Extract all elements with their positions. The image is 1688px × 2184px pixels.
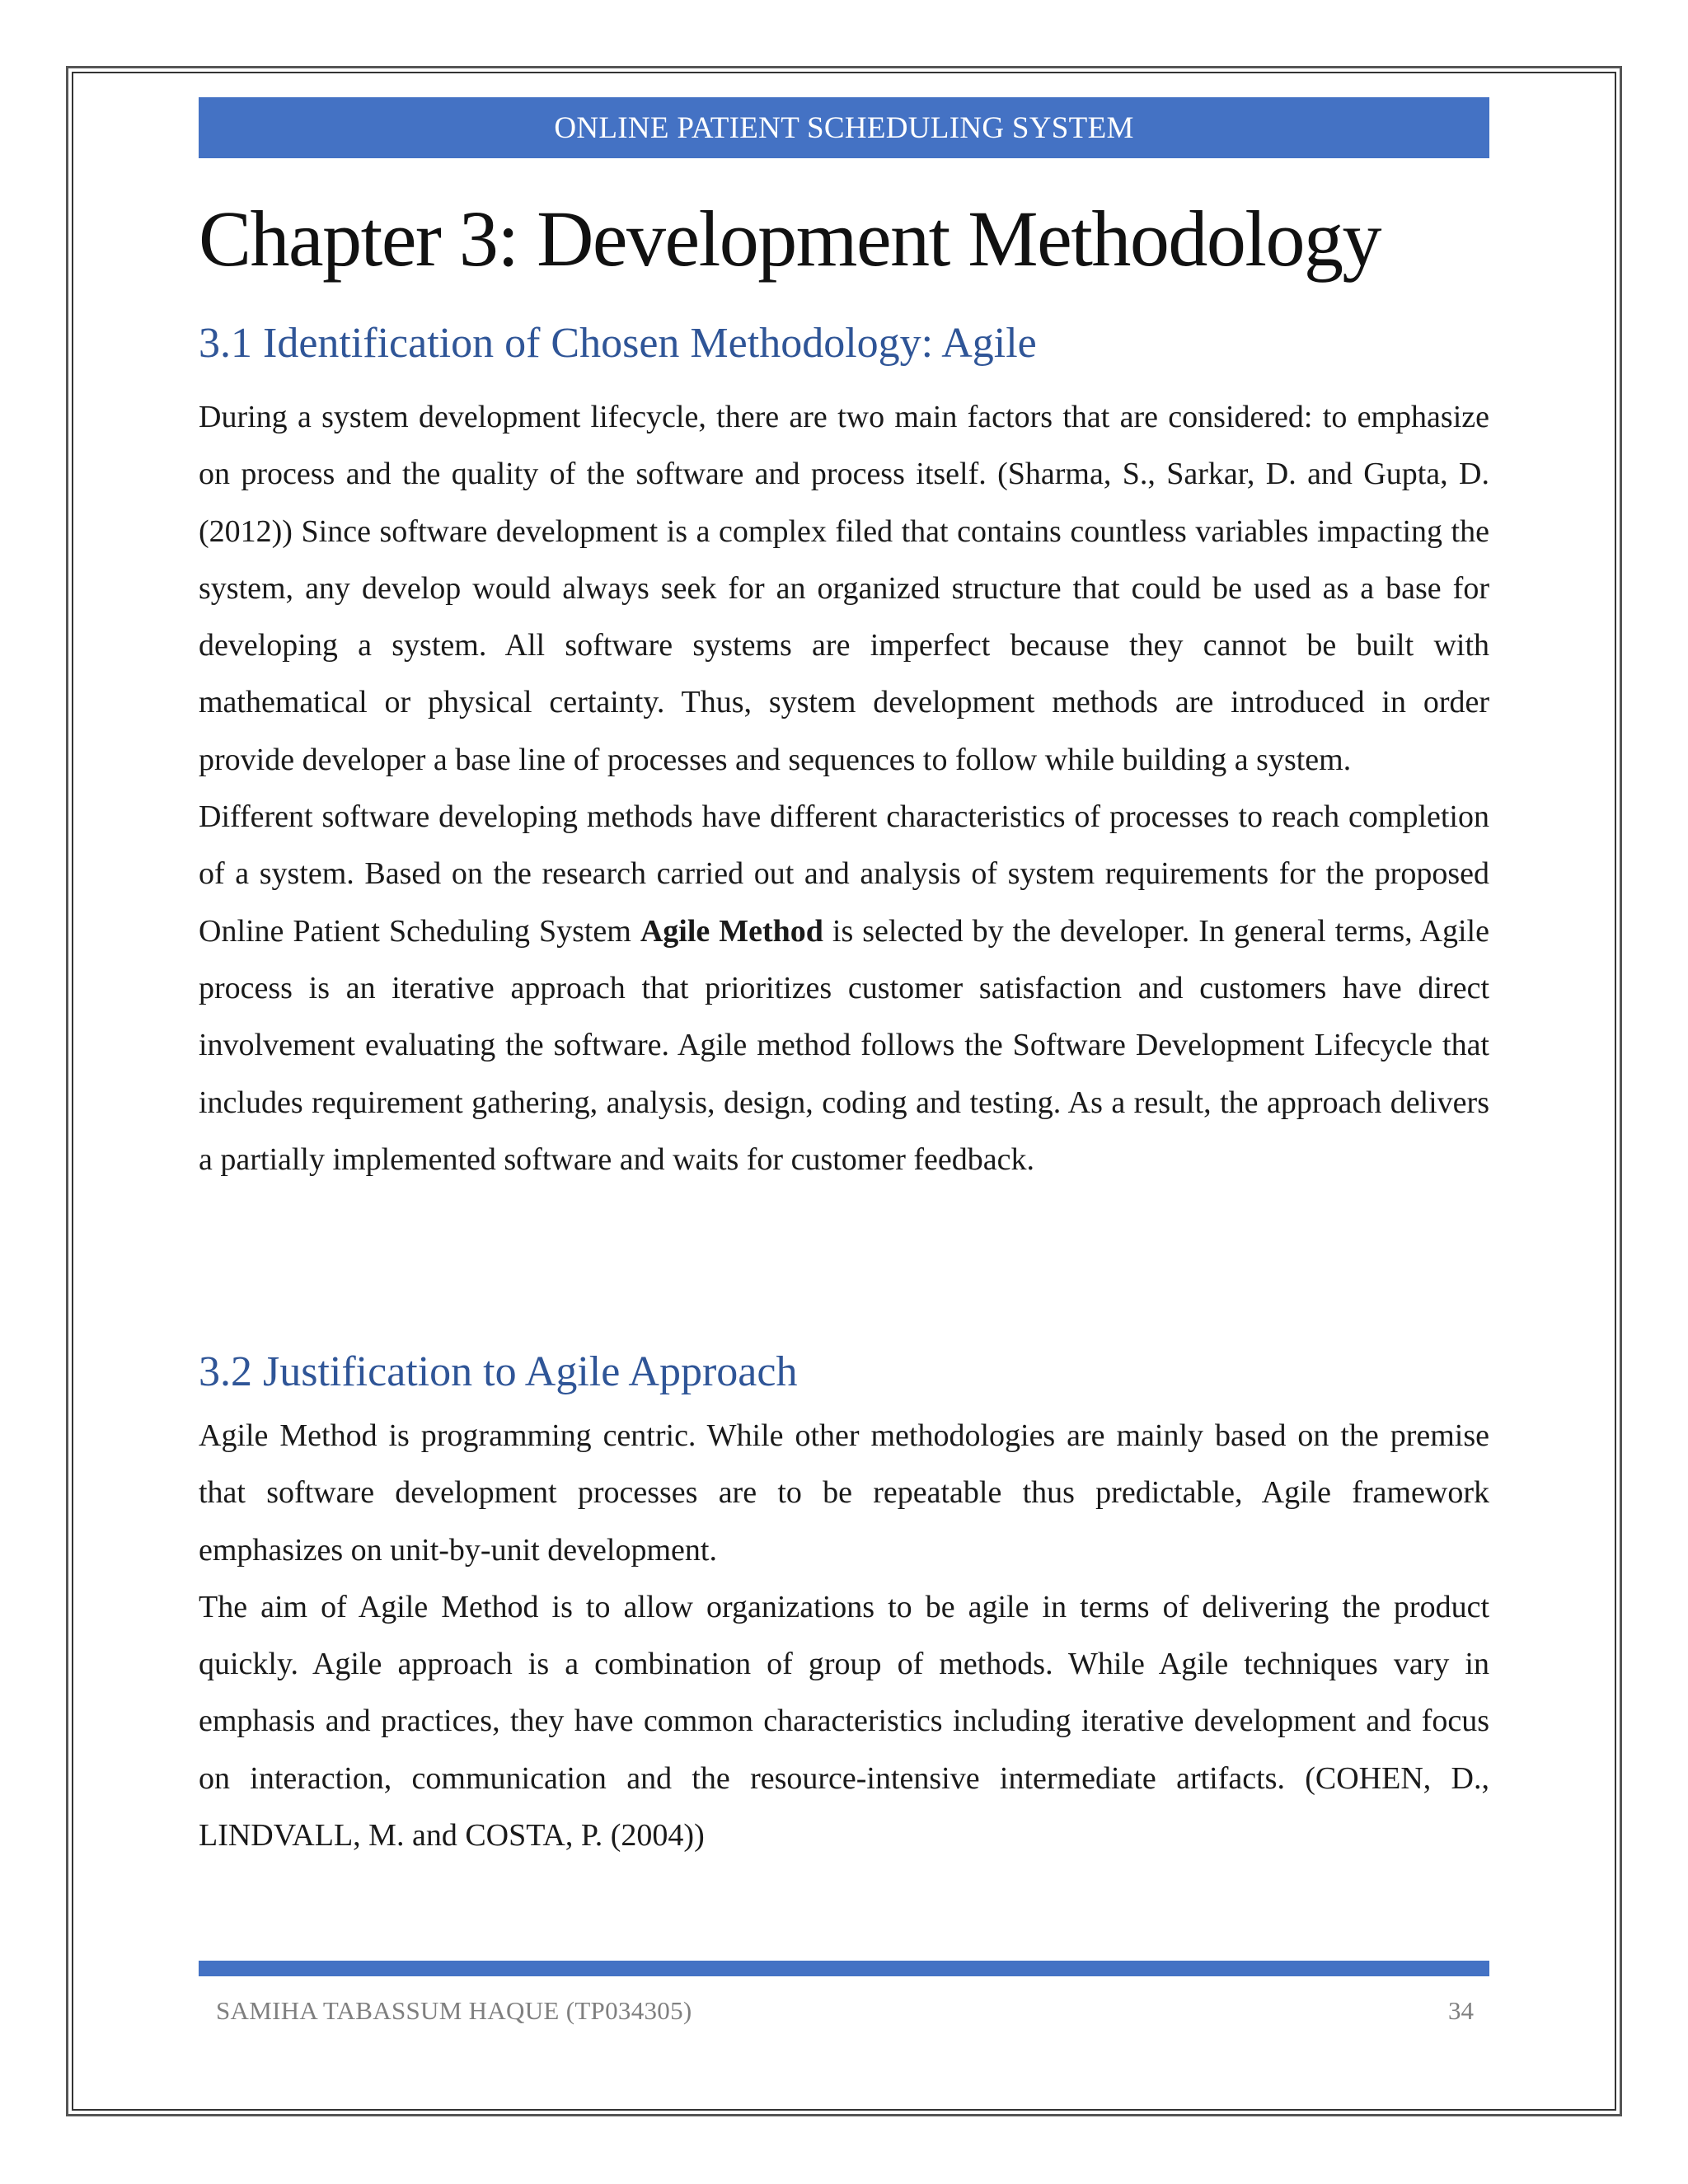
section-3-2-body xyxy=(199,1408,1489,1864)
section-3-1-body xyxy=(199,389,1489,1188)
page-content xyxy=(199,190,1489,1854)
section-heading-3-2: 3.2 Justification to Agile Approach xyxy=(199,1348,798,1395)
page-number: 34 xyxy=(1448,1996,1474,2025)
paragraph: The aim of Agile Method is to allow organizations to be agile in terms of delivering the product quickly. Agile approach is a combination of group of methods. While Agile techniques vary in emphasis and practices, they have common characteristics including iterative development and focus on interaction, communication and the resource-intensive intermediate artifacts. (COHEN, D., LINDVALL, M. and COSTA, P. (2004)) xyxy=(199,1589,1489,1854)
paragraph xyxy=(199,789,1489,1188)
running-header-title: ONLINE PATIENT SCHEDULING SYSTEM xyxy=(554,110,1134,145)
section-heading-3-1: 3.1 Identification of Chosen Methodology: Agile xyxy=(199,320,1037,367)
footer-author: SAMIHA TABASSUM HAQUE (TP034305) xyxy=(216,1996,692,2025)
paragraph: Agile Method is programming centric. While other methodologies are mainly based on the premise that software development processes are to be repeatable thus predictable, Agile framework emphasizes on unit-by-unit development. xyxy=(199,1418,1489,1568)
running-header xyxy=(199,97,1489,158)
paragraph-text: Different software developing methods have different characteristics of processes to reach completion of a system. Based on the research carried out and analysis of system requirements for the proposed Online Patient Scheduling System xyxy=(199,799,1489,949)
paragraph: During a system development lifecycle, there are two main factors that are considered: to emphasize on process and the quality of the software and process itself. (Sharma, S., Sarkar, D. and Gupta, D. (2012)) Since software development is a complex filed that contains countless variables impacting the system, any develop would always seek for an organized structure that could be used as a base for developing a system. All software systems are imperfect because they cannot be built with mathematical or physical certainty. Thus, system development methods are introduced in order provide developer a base line of processes and sequences to follow while building a system. xyxy=(199,400,1489,777)
paragraph-text: is selected by the developer. In general terms, Agile process is an iterative approach that prioritizes customer satisfaction and customers have direct involvement evaluating the software. Agile method follows the Software Development Lifecycle that includes requirement gathering, analysis, design, coding and testing. As a result, the approach delivers a partially implemented software and waits for customer feedback. xyxy=(199,913,1489,1177)
chapter-title: Chapter 3: Development Methodology xyxy=(199,194,1381,283)
bold-term: Agile Method xyxy=(640,913,823,949)
footer-rule xyxy=(199,1961,1489,1976)
